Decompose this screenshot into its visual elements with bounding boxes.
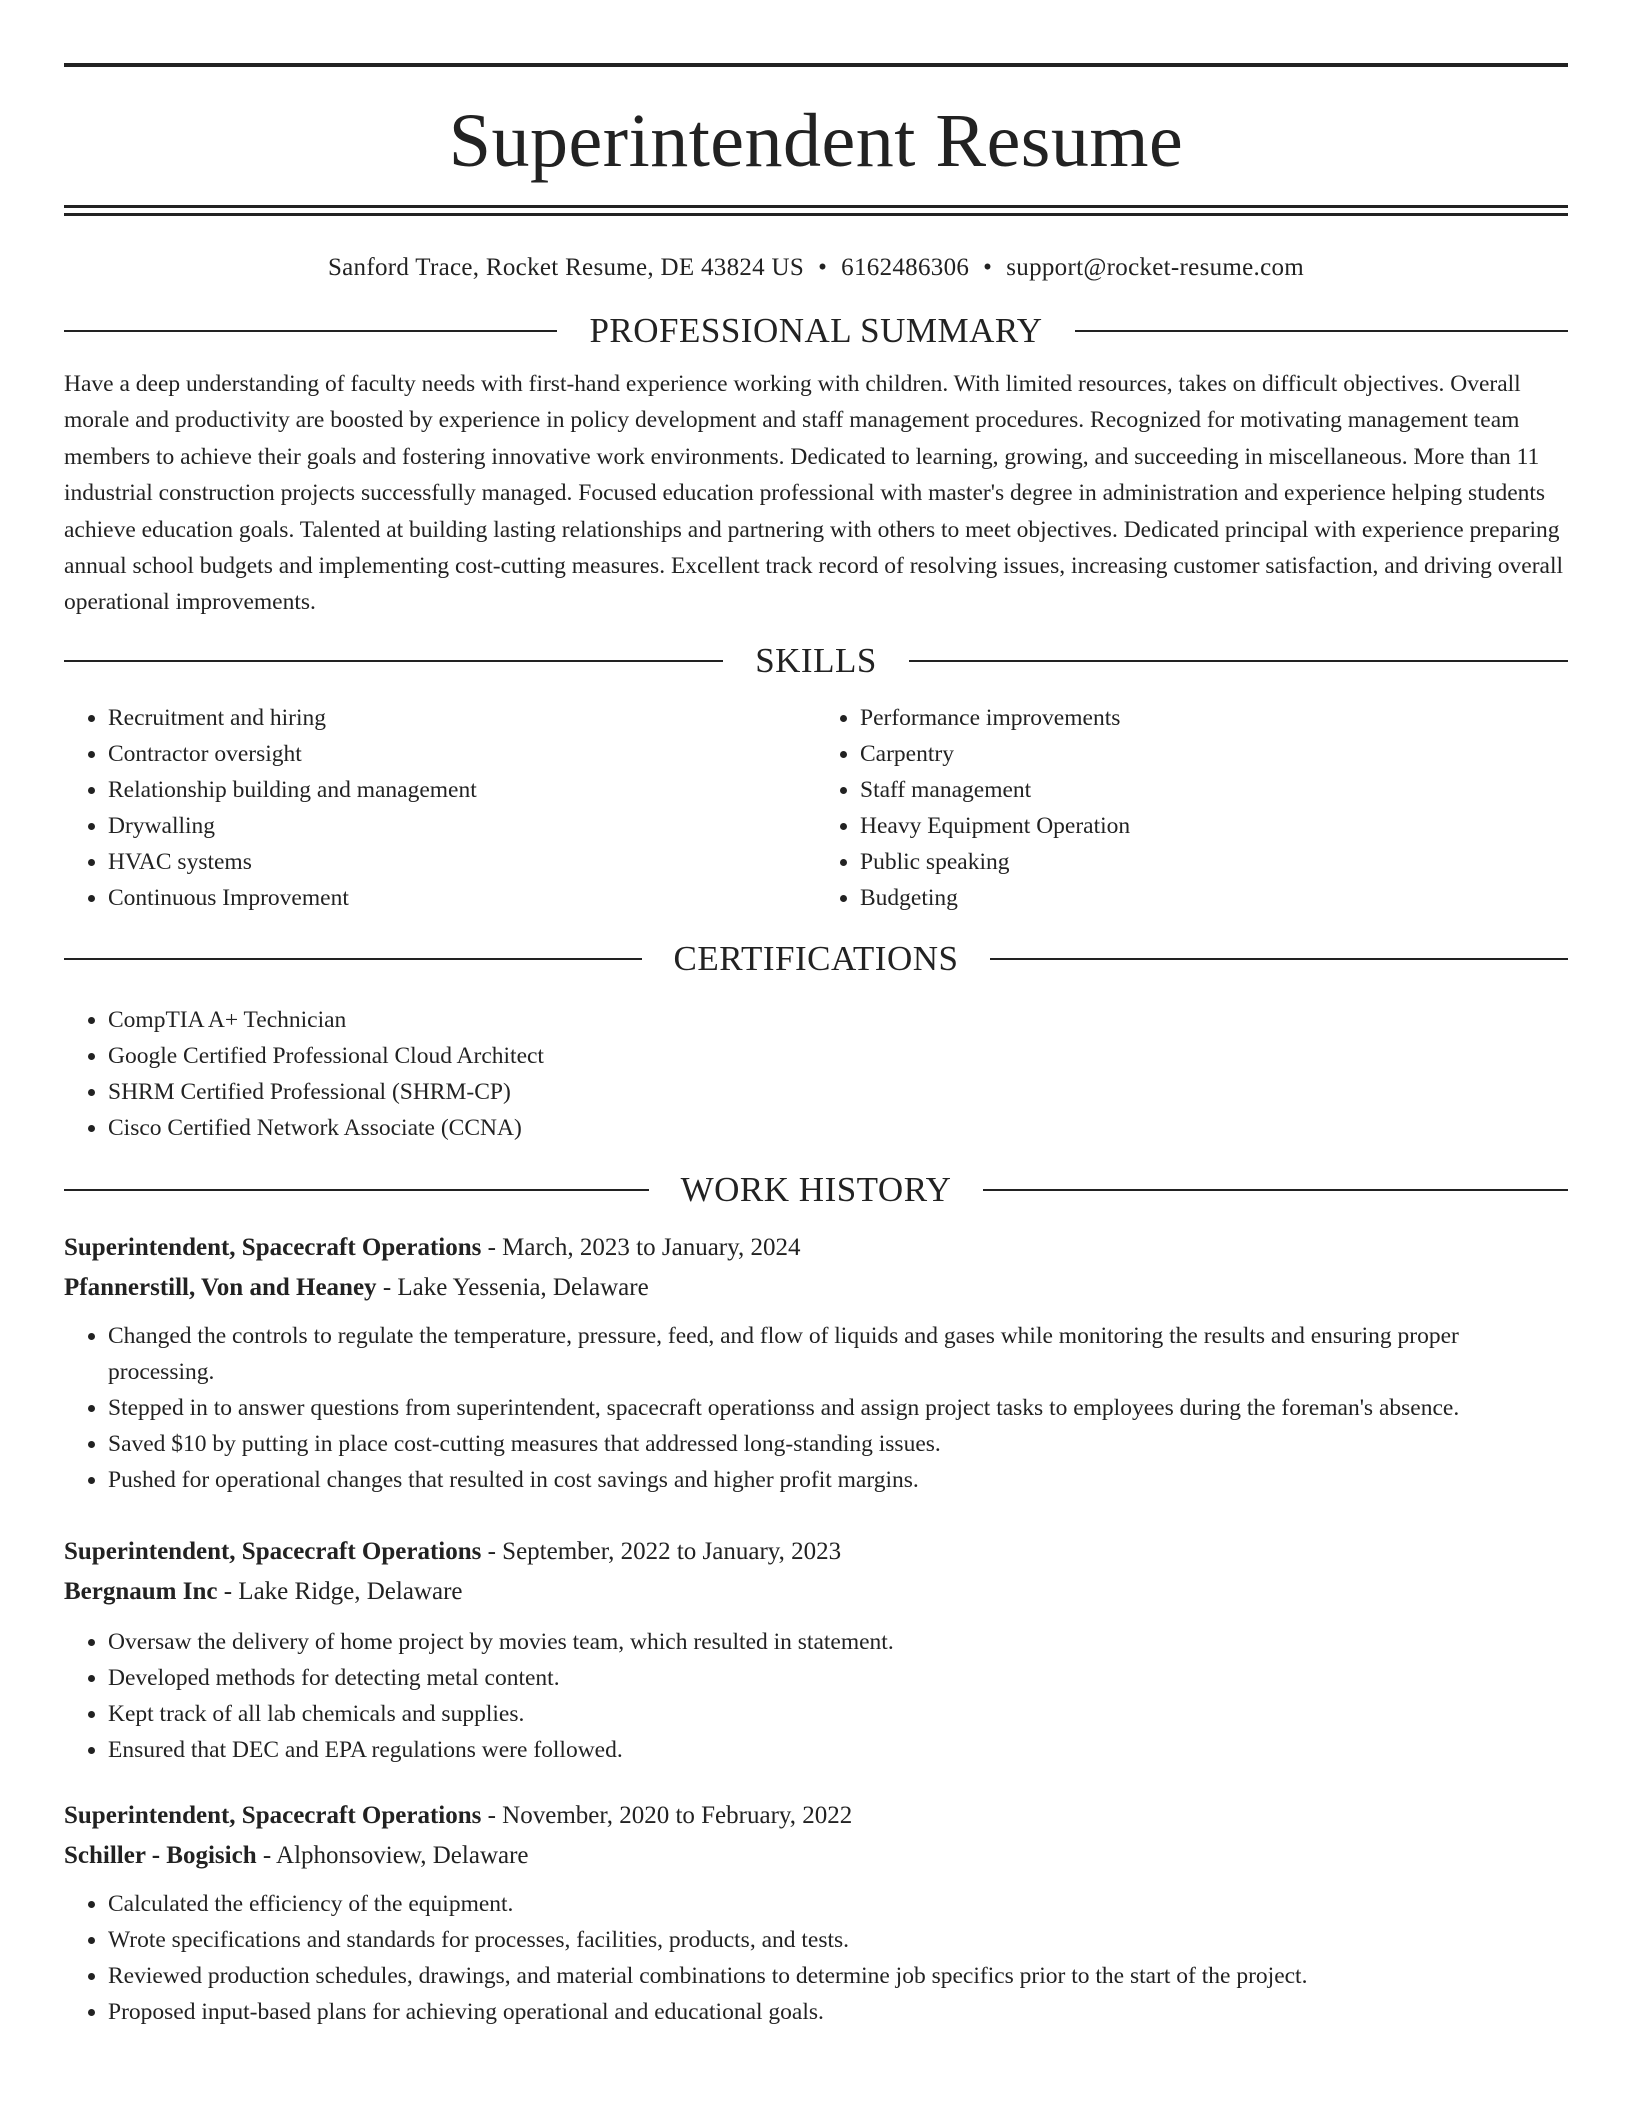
job-company-line — [64, 1836, 1568, 1876]
job-entry — [64, 1532, 1568, 1768]
summary-text: Have a deep understanding of faculty needs with first-hand experience working with children. With limited resources, takes on difficult objectives. Overall morale and productivity are boosted by experience in policy development and staff management procedures. Recognized for motivating management team members to achieve their goals and fostering innovative work environments. Dedicated to learning, growing, and succeeding in miscellaneous. More than 11 industrial construction projects successfully managed. Focused education professional with master's degree in administration and experience helping students achieve education goals. Talented at building lasting relationships and partnering with others to meet objectives. Dedicated principal with experience preparing annual school budgets and implementing cost-cutting measures. Excellent track record of resolving issues, increasing customer satisfaction, and driving overall operational improvements. — [64, 371, 1564, 616]
job-entry — [64, 1228, 1568, 1498]
skill-item: • Relationship building and management — [108, 772, 816, 808]
job-bullet: • Oversaw the delivery of home project by movies team, which resulted in statement. — [108, 1624, 1568, 1660]
job-role: Superintendent, Spacecraft Operations — [64, 1537, 482, 1565]
job-bullets — [64, 1624, 1568, 1768]
contact-address: Sanford Trace, Rocket Resume, DE 43824 US — [327, 254, 805, 281]
job-location: - Alphonsoview, Delaware — [256, 1841, 529, 1869]
contact-email: support@rocket-resume.com — [1006, 254, 1305, 281]
job-dates: - September, 2022 to January, 2023 — [481, 1537, 842, 1565]
certification-item: • CompTIA A+ Technician — [108, 1002, 1568, 1038]
heading-rule — [64, 958, 642, 960]
job-entry — [64, 1796, 1568, 2030]
job-bullet: • Reviewed production schedules, drawings, and material combinations to determine job specifics prior to the start of the project. — [108, 1958, 1568, 1994]
job-title-line — [64, 1228, 1568, 1268]
heading-rule — [990, 958, 1568, 960]
summary-heading — [64, 311, 1568, 351]
job-bullets — [64, 1886, 1568, 2030]
job-location: - Lake Yessenia, Delaware — [376, 1273, 649, 1301]
skills-list-left — [64, 700, 816, 916]
job-company-line — [64, 1572, 1568, 1612]
skill-item: • Continuous Improvement — [108, 880, 816, 916]
job-bullet: • Saved $10 by putting in place cost-cutting measures that addressed long-standing issues. — [108, 1426, 1568, 1462]
job-location: - Lake Ridge, Delaware — [217, 1577, 463, 1605]
skills-columns — [64, 700, 1568, 916]
job-bullet: • Developed methods for detecting metal content. — [108, 1660, 1568, 1696]
certification-item: • Google Certified Professional Cloud Architect — [108, 1038, 1568, 1074]
top-rule — [64, 63, 1568, 67]
skills-heading — [64, 641, 1568, 681]
job-title-line — [64, 1532, 1568, 1572]
contact-separator: • — [818, 254, 828, 281]
skill-item: • Drywalling — [108, 808, 816, 844]
job-dates: - March, 2023 to January, 2024 — [481, 1233, 801, 1261]
job-title-line — [64, 1796, 1568, 1836]
job-company: Schiller - Bogisich — [64, 1841, 257, 1869]
resume-title: Superintendent Resume — [448, 99, 1184, 183]
skill-item: • Budgeting — [860, 880, 1568, 916]
title-double-rule — [64, 205, 1568, 216]
skill-item: • Heavy Equipment Operation — [860, 808, 1568, 844]
skill-item: • Carpentry — [860, 736, 1568, 772]
skills-list-right — [816, 700, 1568, 916]
heading-rule — [983, 1189, 1568, 1191]
certifications-heading — [64, 939, 1568, 979]
summary-heading-label: PROFESSIONAL SUMMARY — [589, 311, 1043, 350]
skill-item: • Contractor oversight — [108, 736, 816, 772]
job-bullets — [64, 1318, 1568, 1498]
contact-line — [64, 253, 1568, 283]
certifications-heading-label: CERTIFICATIONS — [673, 938, 959, 978]
skills-heading-label: SKILLS — [755, 640, 877, 680]
skill-item: • Staff management — [860, 772, 1568, 808]
heading-rule — [64, 660, 723, 662]
job-bullet: • Proposed input-based plans for achieving operational and educational goals. — [108, 1994, 1568, 2030]
job-bullet: • Kept track of all lab chemicals and supplies. — [108, 1696, 1568, 1732]
skill-item: • Public speaking — [860, 844, 1568, 880]
job-role: Superintendent, Spacecraft Operations — [64, 1801, 482, 1829]
job-bullet: • Pushed for operational changes that resulted in cost savings and higher profit margins. — [108, 1462, 1568, 1498]
job-bullet: • Wrote specifications and standards for processes, facilities, products, and tests. — [108, 1922, 1568, 1958]
work-history-heading — [64, 1170, 1568, 1210]
skill-item: • Performance improvements — [860, 700, 1568, 736]
job-company-line — [64, 1268, 1568, 1308]
contact-separator: • — [983, 254, 993, 281]
job-bullet: • Stepped in to answer questions from superintendent, spacecraft operationss and assign project tasks to employees during the foreman's absence. — [108, 1390, 1568, 1426]
heading-rule — [1075, 330, 1568, 332]
heading-rule — [909, 660, 1568, 662]
resume-page — [64, 0, 1568, 2030]
job-company: Bergnaum Inc — [64, 1577, 218, 1605]
heading-rule — [64, 1189, 649, 1191]
contact-phone: 6162486306 — [841, 254, 970, 281]
certification-item: • Cisco Certified Network Associate (CCNA) — [108, 1110, 1568, 1146]
skill-item: • Recruitment and hiring — [108, 700, 816, 736]
job-dates: - November, 2020 to February, 2022 — [481, 1801, 853, 1829]
certification-item: • SHRM Certified Professional (SHRM-CP) — [108, 1074, 1568, 1110]
job-bullet: • Calculated the efficiency of the equipment. — [108, 1886, 1568, 1922]
job-bullet: • Changed the controls to regulate the temperature, pressure, feed, and flow of liquids and gases while monitoring the results and ensuring proper processing. — [108, 1318, 1568, 1390]
heading-rule — [64, 330, 557, 332]
skill-item: • HVAC systems — [108, 844, 816, 880]
certifications-list — [64, 1002, 1568, 1146]
job-bullet: • Ensured that DEC and EPA regulations were followed. — [108, 1732, 1568, 1768]
job-role: Superintendent, Spacecraft Operations — [64, 1233, 482, 1261]
job-company: Pfannerstill, Von and Heaney — [64, 1273, 377, 1301]
work-history-heading-label: WORK HISTORY — [680, 1169, 952, 1209]
